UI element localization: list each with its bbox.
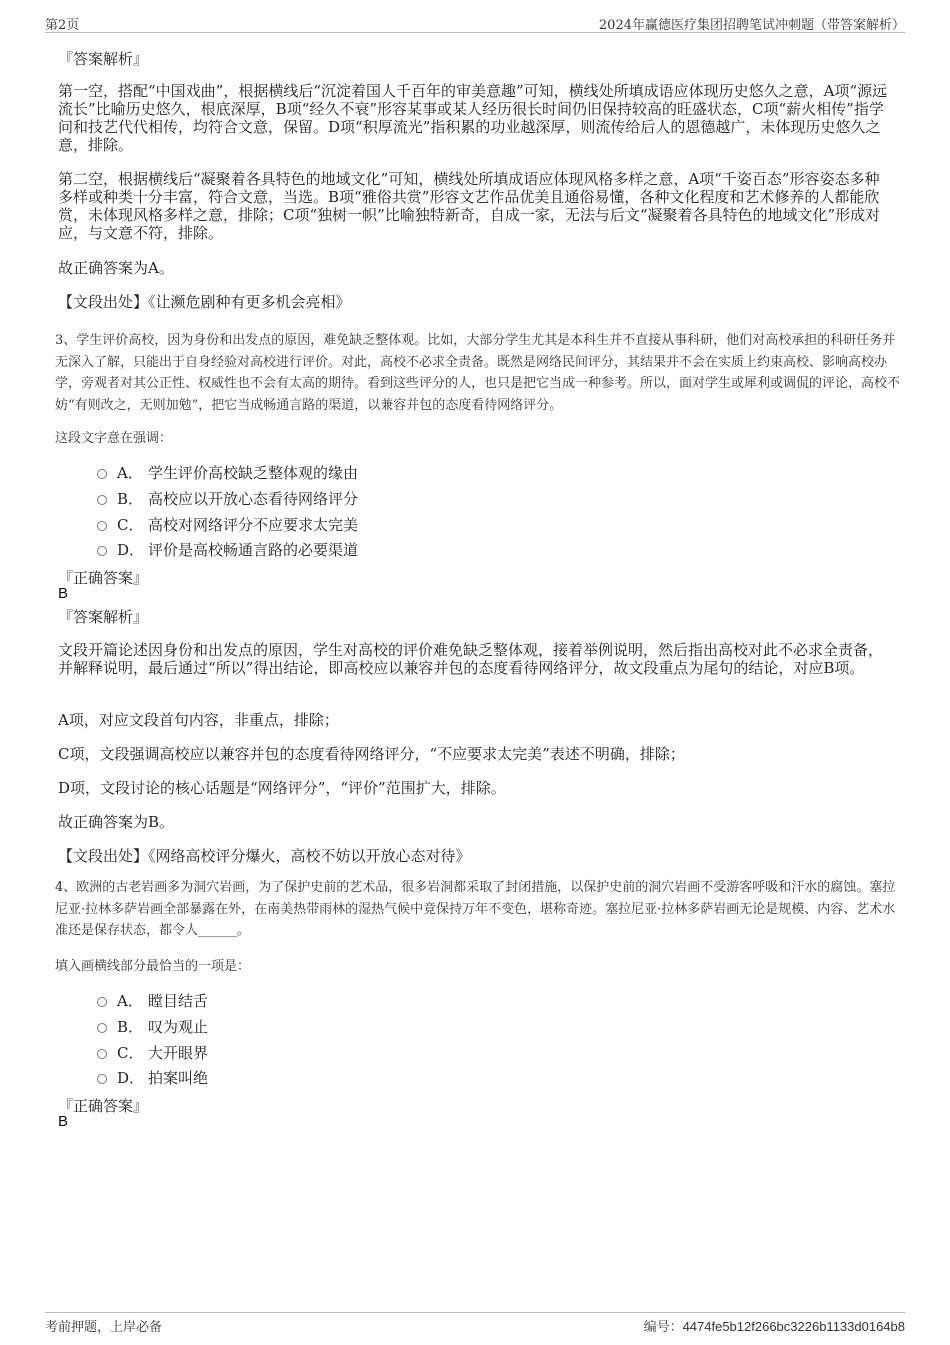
analysis-paragraph: 文段开篇论述因身份和出发点的原因，学生对高校的评价难免缺乏整体观，接着举例说明，然后指出高校对此不必求全责备，并解释说明，最后通过“所以”得出结论，即高校应以兼容并包的态度看待网络评分，故文段重点为尾句的结论，对应B项。 — [58, 641, 884, 677]
question-prompt: 填入画横线部分最恰当的一项是： — [55, 959, 251, 974]
document-code: 编号：4474fe5b12f266bc3226b1133d0164b8 — [643, 1319, 905, 1334]
option-letter: B． — [117, 490, 144, 508]
analysis-option-c: C项，文段强调高校应以兼容并包的态度看待网络评分，“不应要求太完美”表述不明确，排除； — [58, 745, 685, 763]
analysis-option-d: D项，文段讨论的核心话题是“网络评分”，“评价”范围扩大，排除。 — [58, 779, 506, 797]
option-b[interactable] — [97, 1016, 208, 1037]
option-b[interactable] — [97, 488, 358, 509]
option-d[interactable] — [97, 1067, 208, 1088]
conclusion-text: 故正确答案为A。 — [58, 259, 174, 277]
source-citation: 【文段出处】《网络高校评分爆火，高校不妨以开放心态对待》 — [58, 847, 471, 865]
option-letter: A． — [117, 992, 143, 1010]
option-c[interactable] — [97, 514, 358, 535]
correct-answer: B — [58, 585, 69, 602]
correct-answer-label: 『正确答案』 — [58, 569, 149, 587]
option-text: 瞠目结舌 — [148, 992, 209, 1010]
page-footer — [45, 1312, 905, 1335]
option-letter: C． — [117, 516, 144, 534]
option-letter: C． — [117, 1044, 144, 1062]
option-text: 评价是高校畅通言路的必要渠道 — [148, 541, 359, 559]
option-a[interactable] — [97, 462, 358, 483]
document-title: 2024年赢德医疗集团招聘笔试冲刺题（带答案解析） — [598, 18, 905, 33]
option-text: 学生评价高校缺乏整体观的缘由 — [148, 464, 359, 482]
footer-slogan: 考前押题，上岸必备 — [45, 1320, 163, 1335]
radio-button[interactable] — [97, 495, 107, 505]
option-text: 拍案叫绝 — [148, 1069, 209, 1087]
radio-button[interactable] — [97, 469, 107, 479]
radio-button[interactable] — [97, 546, 107, 556]
option-letter: D． — [117, 1069, 145, 1087]
analysis-paragraph: 第二空，根据横线后“凝聚着各具特色的地域文化”可知，横线处所填成语应体现风格多样之意，A项“千姿百态”形容姿态多种多样或种类十分丰富，符合文意，当选。B项“雅俗共赏”形容文艺作品优美且通俗易懂，各种文化程度和艺术修养的人都能欣赏，未体现风格多样之意，排除；C项“独树一帜”比喻独特新奇，自成一家，无法与后文“凝聚着各具特色的地域文化”形成对应，与文意不符，排除。 — [58, 170, 881, 242]
option-letter: A． — [117, 464, 143, 482]
option-text: 大开眼界 — [148, 1044, 209, 1062]
analysis-label: 『答案解析』 — [58, 608, 149, 626]
radio-button[interactable] — [97, 997, 107, 1007]
analysis-label: 『答案解析』 — [58, 50, 149, 68]
analysis-paragraph: 第一空，搭配“中国戏曲”，根据横线后“沉淀着国人千百年的审美意趣”可知，横线处所填成语应体现历史悠久之意，A项“源远流长”比喻历史悠久，根底深厚，B项“经久不衰”形容某事或某人经历很长时间仍旧保持较高的旺盛状态，C项“薪火相传”指学问和技艺代代相传，均符合文意，保留。D项“积厚流光”指积累的功业越深厚，则流传给后人的恩德越广，未体现历史悠久之意，排除。 — [58, 82, 888, 154]
radio-button[interactable] — [97, 1023, 107, 1033]
correct-answer: B — [58, 1113, 69, 1130]
radio-button[interactable] — [97, 521, 107, 531]
question-stem: 4、欧洲的古老岩画多为洞穴岩画，为了保护史前的艺术品，很多岩洞都采取了封闭措施，以保护史前的洞穴岩画不受游客呼吸和汗水的腐蚀。塞拉尼亚·拉林多萨岩画全部暴露在外，在南美热带雨林的湿热气候中竟保持万年不变色，堪称奇迹。塞拉尼亚·拉林多萨岩画无论是规模、内容、艺术水准还是保存状态，都令人______。 — [55, 880, 896, 938]
page-header — [45, 14, 905, 33]
option-text: 高校对网络评分不应要求太完美 — [148, 516, 359, 534]
analysis-option-a: A项，对应文段首句内容，非重点，排除； — [58, 711, 339, 729]
radio-button[interactable] — [97, 1074, 107, 1084]
option-c[interactable] — [97, 1042, 208, 1063]
option-letter: D． — [117, 541, 145, 559]
correct-answer-label: 『正确答案』 — [58, 1097, 149, 1115]
option-text: 高校应以开放心态看待网络评分 — [148, 490, 359, 508]
page-number: 第2页 — [45, 18, 80, 33]
question-prompt: 这段文字意在强调： — [55, 431, 173, 446]
radio-button[interactable] — [97, 1049, 107, 1059]
conclusion-text: 故正确答案为B。 — [58, 813, 175, 831]
option-text: 叹为观止 — [148, 1018, 209, 1036]
option-d[interactable] — [97, 539, 358, 560]
source-citation: 【文段出处】《让濒危剧种有更多机会亮相》 — [58, 293, 351, 311]
option-letter: B． — [117, 1018, 144, 1036]
question-stem: 3、学生评价高校，因为身份和出发点的原因，难免缺乏整体观。比如，大部分学生尤其是本科生并不直接从事科研，他们对高校承担的科研任务并无深入了解，只能出于自身经验对高校进行评价。对此，高校不必求全责备。既然是网络民间评分，其结果并不会在实质上约束高校、影响高校办学，旁观者对其公正性、权威性也不会有太高的期待。看到这些评分的人，也只是把它当成一种参考。所以，面对学生或犀利或调侃的评论，高校不妨“有则改之，无则加勉”，把它当成畅通言路的渠道，以兼容并包的态度看待网络评分。 — [55, 333, 901, 413]
option-a[interactable] — [97, 990, 208, 1011]
